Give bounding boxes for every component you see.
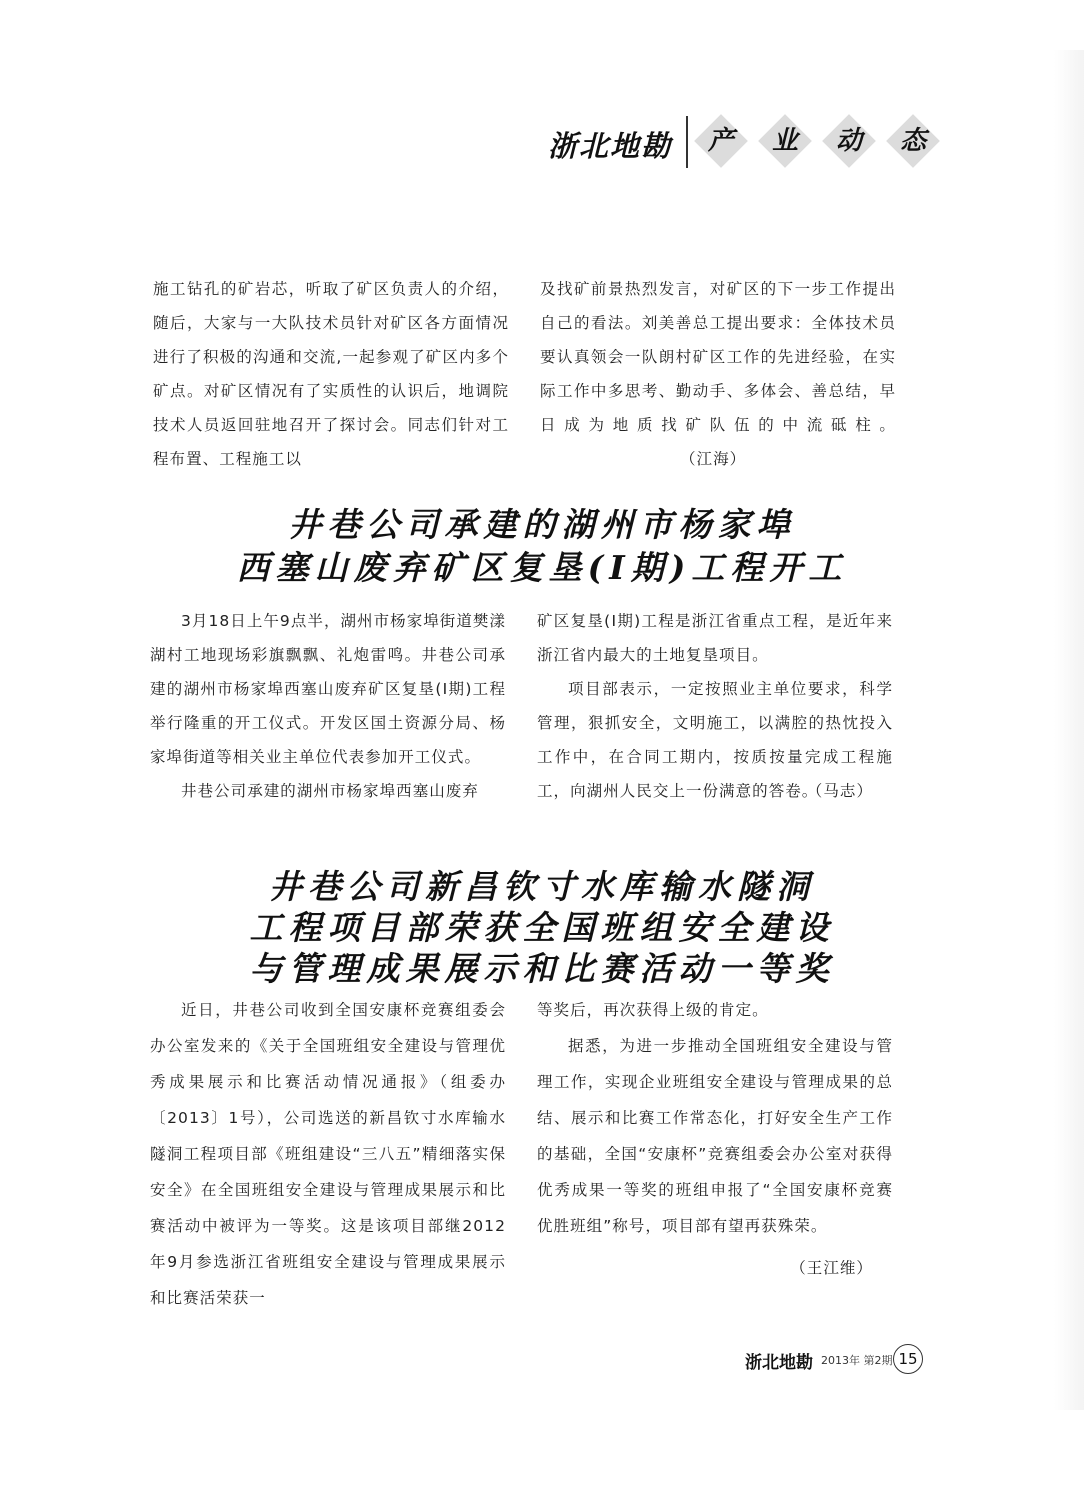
paragraph: 施工钻孔的矿岩芯，听取了矿区负责人的介绍，随后，大家与一大队技术员针对矿区各方面情况进行了积极的沟通和交流,一起参观了矿区内多个矿点。对矿区情况有了实质性的认识后，地调院技术人员返回驻地召开了探讨会。同志们针对工程布置、工程施工以: [153, 280, 509, 468]
section-char-1: 产: [698, 118, 744, 164]
paragraph: 等奖后，再次获得上级的肯定。: [537, 1001, 769, 1019]
title-line: 井巷公司新昌钦寸水库输水隧洞: [269, 867, 815, 906]
article2-signature: （马志）: [806, 782, 873, 800]
paragraph: 及找矿前景热烈发言，对矿区的下一步工作提出自己的看法。刘美善总工提出要求：全体技术员要认真领会一队朗村矿区工作的先进经验，在实际工作中多思考、勤动手、多体会、善总结，早日成为地质找矿队伍的中流砥柱。（江海）: [540, 280, 896, 468]
paragraph: 近日，井巷公司收到全国安康杯竞赛组委会办公室发来的《关于全国班组安全建设与管理优秀成果展示和比赛活动情况通报》（组委办〔2013〕1号），公司选送的新昌钦寸水库输水隧洞工程项目部《班组建设“三八五”精细落实保安全》在全国班组安全建设与管理成果展示和比赛活动中被评为一等奖。这是该项目部继2012年9月参选浙江省班组安全建设与管理成果展示和比赛活荣获一: [150, 1001, 506, 1307]
paragraph: 项目部表示，一定按照业主单位要求，科学管理，狠抓安全，文明施工，以满腔的热忱投入工作中，在合同工期内，按质按量完成工程施工，向湖州人民交上一份满意的答卷。: [537, 680, 893, 800]
article2-title: [150, 503, 934, 589]
article3-right-column: [537, 992, 893, 1286]
article1-right-column: [540, 272, 896, 476]
article1-signature: （江海）: [680, 450, 747, 468]
section-char-2: 业: [762, 118, 808, 164]
title-line: 井巷公司承建的湖州市杨家埠: [288, 505, 796, 544]
title-line: 西塞山废弃矿区复垦(Ⅰ期)工程开工: [236, 548, 848, 587]
title-line: 与管理成果展示和比赛活动一等奖: [249, 949, 835, 988]
page-header: [548, 112, 948, 172]
section-char-3: 动: [826, 118, 872, 164]
footer-issue: 2013年 第2期: [821, 1354, 893, 1367]
page-number: 15: [893, 1344, 923, 1374]
article3-left-column: [150, 992, 506, 1316]
title-line: 工程项目部荣获全国班组安全建设: [249, 908, 835, 947]
footer-brand: 浙北地勘: [745, 1353, 813, 1373]
page-edge-shadow: [1054, 50, 1084, 1410]
paragraph: 井巷公司承建的湖州市杨家埠西塞山废弃: [181, 782, 479, 800]
article2-left-column: [150, 604, 506, 808]
article1-left-column: [153, 272, 509, 476]
article3-title: [150, 866, 934, 989]
header-divider: [686, 116, 688, 168]
page-footer: [745, 1344, 935, 1374]
magazine-brand: 浙北地勘: [548, 129, 673, 163]
paragraph: 据悉，为进一步推动全国班组安全建设与管理工作，实现企业班组安全建设与管理成果的总结、展示和比赛工作常态化，打好安全生产工作的基础，全国“安康杯”竞赛组委会办公室对获得优秀成果一等奖的班组申报了“全国安康杯竞赛优胜班组”称号，项目部有望再获殊荣。: [537, 1037, 893, 1235]
article2-right-column: [537, 604, 893, 808]
paragraph: 3月18日上午9点半，湖州市杨家埠街道樊漾湖村工地现场彩旗飘飘、礼炮雷鸣。井巷公司承建的湖州市杨家埠西塞山废弃矿区复垦(Ⅰ期)工程举行隆重的开工仪式。开发区国土资源分局、杨家埠街道等相关业主单位代表参加开工仪式。: [150, 612, 506, 766]
paragraph: 矿区复垦(Ⅰ期)工程是浙江省重点工程，是近年来浙江省内最大的土地复垦项目。: [537, 612, 893, 664]
article3-signature: （王江维）: [790, 1259, 873, 1277]
section-name: [698, 112, 948, 172]
section-char-4: 态: [890, 118, 936, 164]
